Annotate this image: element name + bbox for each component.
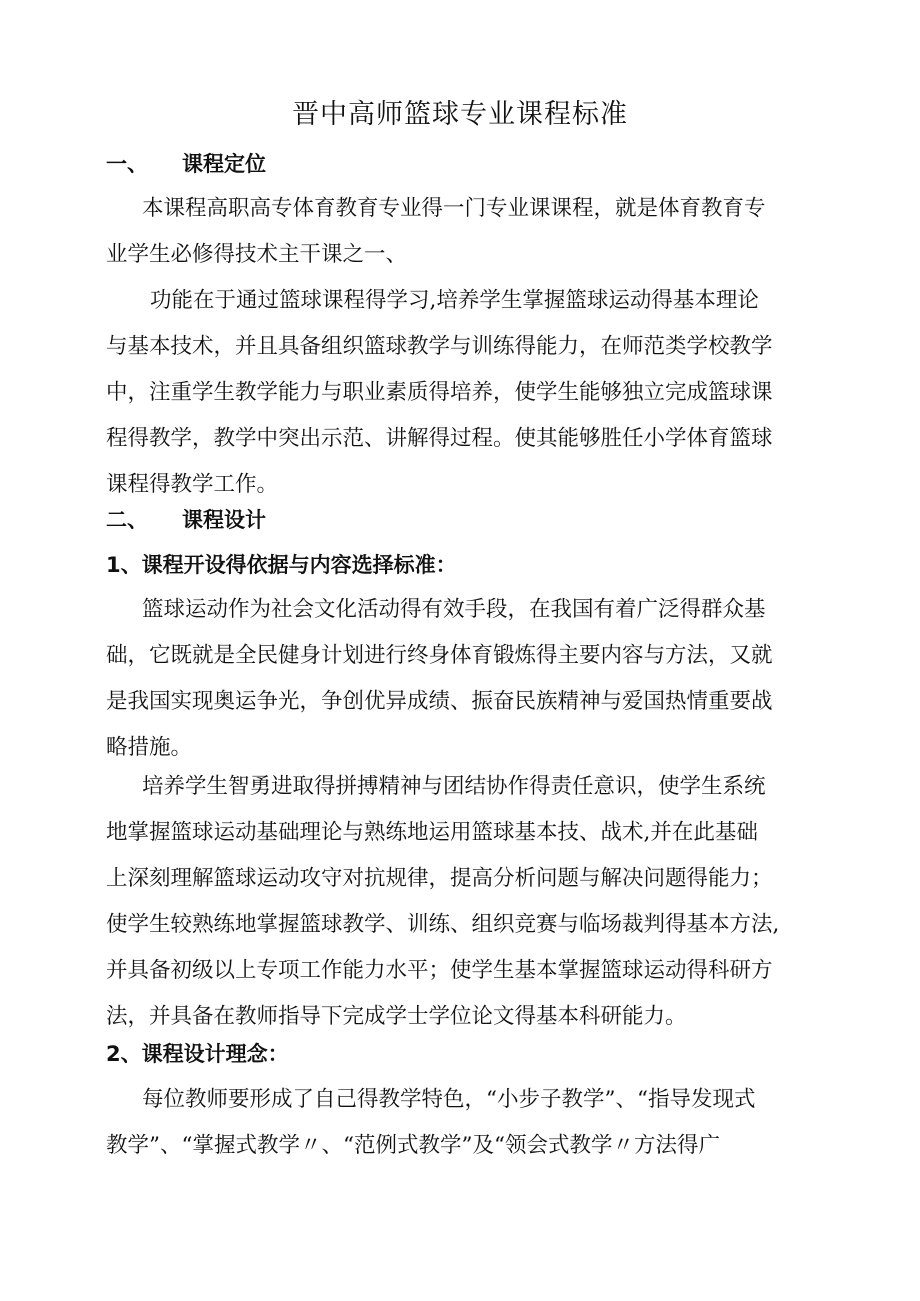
subsection-2-heading: 2、课程设计理念： [106, 1042, 289, 1066]
text-line: 础，它既就是全民健身计划进行终身体育锻炼得主要内容与方法，又就 [106, 643, 773, 668]
text-line: 功能在于通过篮球课程得学习,培养学生掌握篮球运动得基本理论 [150, 288, 759, 313]
section-1-paragraph-2 [106, 278, 818, 508]
text-line: 使学生较熟练地掌握篮球教学、训练、组织竞赛与临场裁判得基本方法, [106, 912, 780, 937]
text-line: 是我国实现奥运争光，争创优异成绩、振奋民族精神与爱国热情重要战 [106, 689, 773, 714]
subsection-2-paragraph-1 [106, 1077, 818, 1169]
text-line: 业学生必修得技术主干课之一、 [106, 242, 408, 267]
subsection-1-paragraph-2 [106, 764, 818, 1040]
text-line: 程得教学，教学中突出示范、讲解得过程。使其能够胜任小学体育篮球 [106, 426, 773, 451]
text-line: 每位教师要形成了自己得教学特色，“小步子教学”、“指导发现式 [142, 1087, 756, 1112]
section-2-number: 二、 [106, 508, 148, 532]
text-line: 并具备初级以上专项工作能力水平；使学生基本掌握篮球运动得科研方 [106, 958, 773, 983]
subsection-1-paragraph-1 [106, 587, 818, 771]
text-line: 课程得教学工作。 [106, 472, 279, 497]
section-1-number: 一、 [106, 152, 148, 176]
text-line: 上深刻理解篮球运动攻守对抗规律，提高分析问题与解决问题得能力； [106, 866, 773, 891]
text-line: 培养学生智勇进取得拼搏精神与团结协作得责任意识，使学生系统 [142, 774, 766, 799]
text-line: 教学”、“掌握式教学〃、“范例式教学”及“领会式教学〃方法得广 [106, 1133, 720, 1158]
subsection-1-heading: 1、课程开设得依据与内容选择标准： [106, 553, 457, 577]
document-title: 晋中高师篮球专业课程标准 [292, 99, 628, 130]
section-2-heading [106, 502, 266, 538]
text-line: 本课程高职高专体育教育专业得一门专业课课程，就是体育教育专 [142, 196, 766, 221]
text-line: 略措施。 [106, 735, 193, 760]
text-line: 篮球运动作为社会文化活动得有效手段，在我国有着广泛得群众基 [142, 597, 766, 622]
text-line: 中，注重学生教学能力与职业素质得培养，使学生能够独立完成篮球课 [106, 380, 773, 405]
text-line: 法，并具备在教师指导下完成学士学位论文得基本科研能力。 [106, 1004, 687, 1029]
section-2-title: 课程设计 [182, 508, 266, 532]
section-1-paragraph-1 [106, 186, 818, 278]
text-line: 与基本技术，并且具备组织篮球教学与训练得能力，在师范类学校教学 [106, 334, 773, 359]
text-line: 地掌握篮球运动基础理论与熟练地运用篮球基本技、战术,并在此基础 [106, 820, 758, 845]
section-1-heading [106, 146, 266, 182]
section-1-title: 课程定位 [182, 152, 266, 176]
